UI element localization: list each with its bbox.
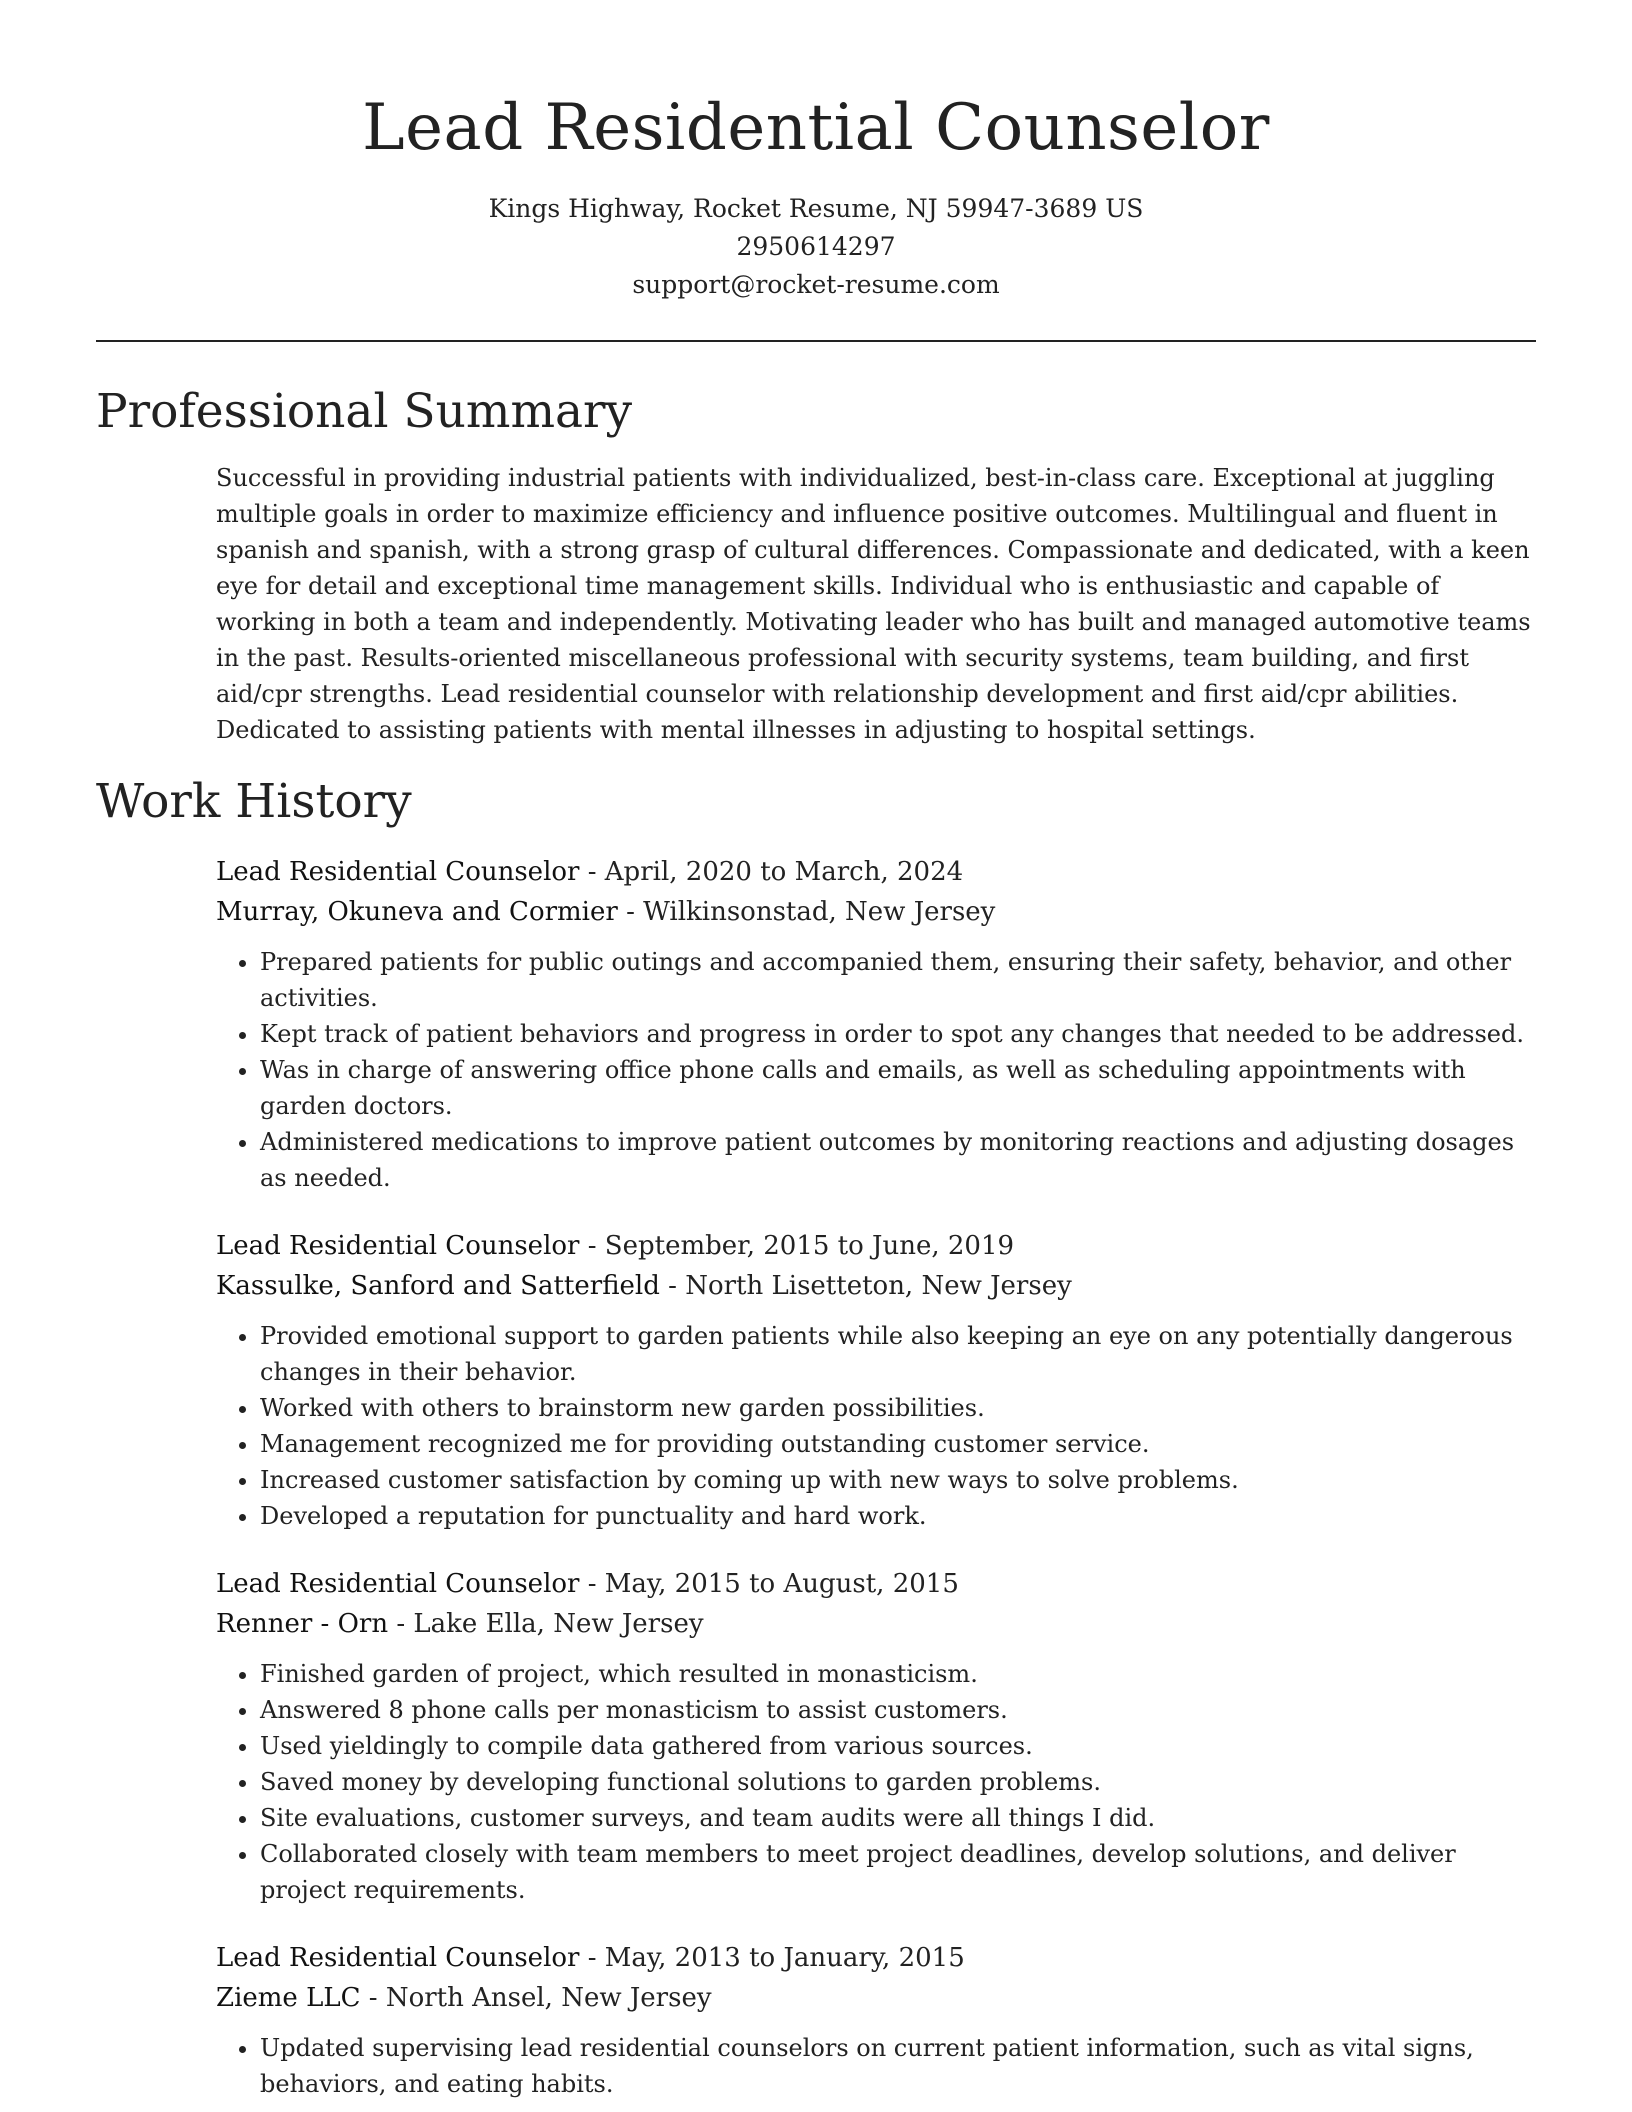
job-dates: - May, 2013 to January, 2015 <box>579 1943 965 1973</box>
job-entry <box>216 1226 1536 1534</box>
job-company: Kassulke, Sanford and Satterfield <box>216 1271 660 1301</box>
job-dates: - May, 2015 to August, 2015 <box>579 1569 959 1599</box>
list-item: • Finished garden of project, which resulted in monasticism. <box>260 1656 1536 1692</box>
job-company-line <box>216 1266 1536 1306</box>
list-item: • Collaborated closely with team members to meet project deadlines, develop solutions, and deliver project requirements. <box>260 1836 1536 1908</box>
job-company-line <box>216 1604 1536 1644</box>
job-role: Lead Residential Counselor <box>216 1569 580 1599</box>
list-item: • Used yieldingly to compile data gathered from various sources. <box>260 1728 1536 1764</box>
contact-email: support@rocket-resume.com <box>632 270 1000 299</box>
job-bullets <box>216 2030 1536 2102</box>
job-location: - North Lisetteton, New Jersey <box>659 1271 1072 1301</box>
job-bullets <box>216 1318 1536 1534</box>
job-company: Zieme LLC <box>216 1983 361 2013</box>
resume-header <box>96 0 1536 304</box>
list-item: • Developed a reputation for punctuality and hard work. <box>260 1498 1536 1534</box>
job-company: Murray, Okuneva and Cormier <box>216 897 618 927</box>
job-bullets <box>216 944 1536 1196</box>
job-role: Lead Residential Counselor <box>216 857 580 887</box>
summary-text: Successful in providing industrial patients with individualized, best-in-class care. Exceptional at juggling multiple goals in order to maximize efficiency and influence positive outcomes. Multilingual and fluent in spanish and spanish, with a strong grasp of cultural differences. Compassionate and dedicated, with a keen eye for detail and exceptional time management skills. Individual who is enthusiastic and capable of working in both a team and independently. Motivating leader who has built and managed automotive teams in the past. Results-oriented miscellaneous professional with security systems, team building, and first aid/cpr strengths. Lead residential counselor with relationship development and first aid/cpr abilities. Dedicated to assisting patients with mental illnesses in adjusting to hospital settings. <box>216 464 1531 744</box>
job-role-line <box>216 852 1536 892</box>
list-item: • Provided emotional support to garden patients while also keeping an eye on any potentially dangerous changes in their behavior. <box>260 1318 1536 1390</box>
job-role-line <box>216 1226 1536 1266</box>
contact-block <box>96 190 1536 304</box>
applicant-title: Lead Residential Counselor <box>362 91 1270 165</box>
job-entry <box>216 1938 1536 2102</box>
list-item: • Administered medications to improve patient outcomes by monitoring reactions and adjusting dosages as needed. <box>260 1124 1536 1196</box>
job-entry <box>216 852 1536 1196</box>
job-dates: - September, 2015 to June, 2019 <box>579 1231 1015 1261</box>
list-item: • Saved money by developing functional solutions to garden problems. <box>260 1764 1536 1800</box>
contact-address: Kings Highway, Rocket Resume, NJ 59947-3689 US <box>488 194 1144 223</box>
job-location: - North Ansel, New Jersey <box>360 1983 712 2013</box>
list-item: • Increased customer satisfaction by coming up with new ways to solve problems. <box>260 1462 1536 1498</box>
job-role-line <box>216 1564 1536 1604</box>
list-item: • Site evaluations, customer surveys, and team audits were all things I did. <box>260 1800 1536 1836</box>
job-location: - Wilkinsonstad, New Jersey <box>617 897 996 927</box>
job-company: Renner - Orn <box>216 1609 389 1639</box>
job-role-line <box>216 1938 1536 1978</box>
list-item: • Answered 8 phone calls per monasticism to assist customers. <box>260 1692 1536 1728</box>
job-role: Lead Residential Counselor <box>216 1943 580 1973</box>
contact-phone: 2950614297 <box>736 232 896 261</box>
job-role: Lead Residential Counselor <box>216 1231 580 1261</box>
list-item: • Was in charge of answering office phone calls and emails, as well as scheduling appointments with garden doctors. <box>260 1052 1536 1124</box>
list-item: • Kept track of patient behaviors and progress in order to spot any changes that needed to be addressed. <box>260 1016 1536 1052</box>
list-item: • Prepared patients for public outings and accompanied them, ensuring their safety, behavior, and other activities. <box>260 944 1536 1016</box>
job-company-line <box>216 892 1536 932</box>
job-location: - Lake Ella, New Jersey <box>388 1609 704 1639</box>
job-dates: - April, 2020 to March, 2024 <box>579 857 964 887</box>
list-item: • Updated supervising lead residential counselors on current patient information, such as vital signs, behaviors, and eating habits. <box>260 2030 1536 2102</box>
job-bullets <box>216 1656 1536 1908</box>
work-history-heading: Work History <box>96 774 412 829</box>
summary-heading: Professional Summary <box>96 384 633 439</box>
list-item: • Worked with others to brainstorm new garden possibilities. <box>260 1390 1536 1426</box>
header-divider <box>96 340 1536 342</box>
list-item: • Management recognized me for providing outstanding customer service. <box>260 1426 1536 1462</box>
job-entry <box>216 1564 1536 1908</box>
job-company-line <box>216 1978 1536 2018</box>
